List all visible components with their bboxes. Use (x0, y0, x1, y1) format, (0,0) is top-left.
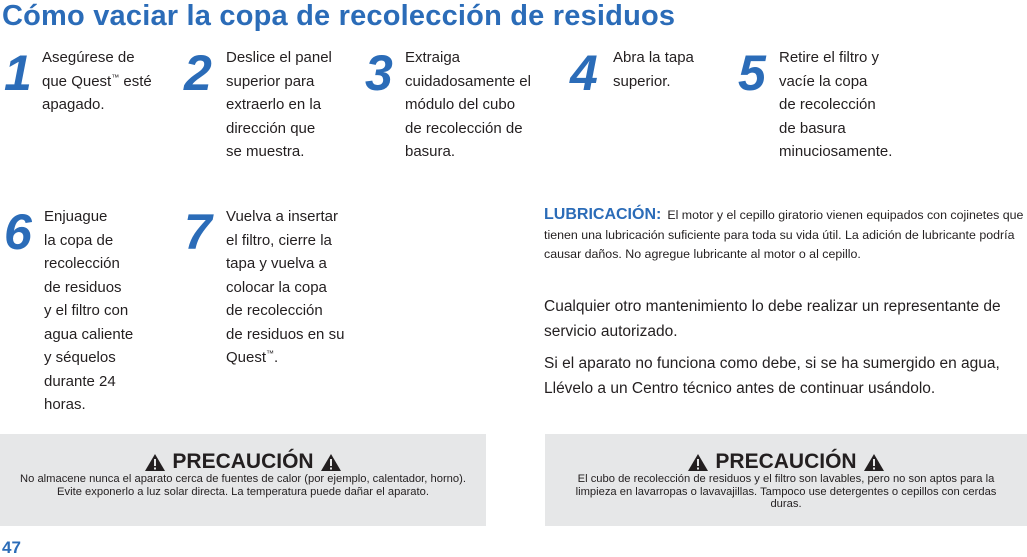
step-text: Enjuague la copa de recolección de residuos y el filtro con agua caliente y séquelos durante 24 horas. (44, 208, 134, 413)
step-number: 4 (570, 45, 598, 101)
page-title: Cómo vaciar la copa de recolección de residuos (2, 0, 676, 32)
caution-text: No almacene nunca el aparato cerca de fuentes de calor (por ejemplo, calentador, horno). Evite exponerlo a luz solar directa. La temperatura puede dañar el aparato. (20, 473, 466, 498)
step-1 (4, 45, 174, 128)
maintenance-paragraph: Cualquier otro mantenimiento lo debe realizar un representante de servicio autorizado. (544, 298, 1001, 340)
step-number: 1 (4, 45, 32, 101)
step-7 (184, 204, 359, 367)
warning-triangle-icon (144, 453, 166, 472)
caution-text: El cubo de recolección de residuos y el filtro son lavables, pero no son aptos para la limpieza en lavarropas o lavavajillas. Tampoco use detergentes o cepillos con cerdas duras. (575, 473, 997, 510)
step-number: 2 (184, 45, 212, 101)
step-text: Extraiga cuidadosamente el módulo del cubo de recolección de basura. (405, 49, 531, 160)
lubrication-heading: LUBRICACIÓN: (544, 206, 662, 223)
step-2 (184, 45, 354, 163)
step-text: Deslice el panel superior para extraerlo en la dirección que se muestra. (226, 49, 332, 160)
warning-triangle-icon (863, 453, 885, 472)
malfunction-paragraph: Si el aparato no funciona como debe, si se ha sumergido en agua, Llévelo a un Centro técnico antes de continuar usándolo. (544, 355, 1000, 397)
step-6 (4, 204, 154, 413)
lubrication-text: El motor y el cepillo giratorio vienen equipados con cojinetes que tienen una lubricación suficiente para toda su vida útil. La adición de lubricante podría causar daños. No agregue lubricante al motor o al cepillo. (544, 208, 1024, 261)
lubrication-note (544, 205, 1027, 265)
step-5 (738, 45, 908, 163)
step-text: Vuelva a insertar el filtro, cierre la tapa y vuelva a colocar la copa de recolección de residuos en su Quest™. (226, 208, 345, 366)
step-number: 7 (184, 204, 212, 260)
step-text: Asegúrese de que Quest™ esté apagado. (42, 49, 152, 113)
caution-heading: PRECAUCIÓN (715, 450, 857, 473)
caution-box-storage (0, 434, 486, 526)
step-number: 3 (365, 45, 393, 101)
page-number: 47 (2, 538, 21, 557)
step-3 (365, 45, 545, 163)
caution-heading: PRECAUCIÓN (172, 450, 314, 473)
caution-box-washing (545, 434, 1027, 526)
step-4 (570, 45, 720, 108)
step-number: 6 (4, 204, 32, 260)
step-text: Retire el filtro y vacíe la copa de recolección de basura minuciosamente. (779, 49, 893, 160)
warning-triangle-icon (320, 453, 342, 472)
step-number: 5 (738, 45, 766, 101)
warning-triangle-icon (687, 453, 709, 472)
step-text: Abra la tapa superior. (613, 49, 694, 90)
